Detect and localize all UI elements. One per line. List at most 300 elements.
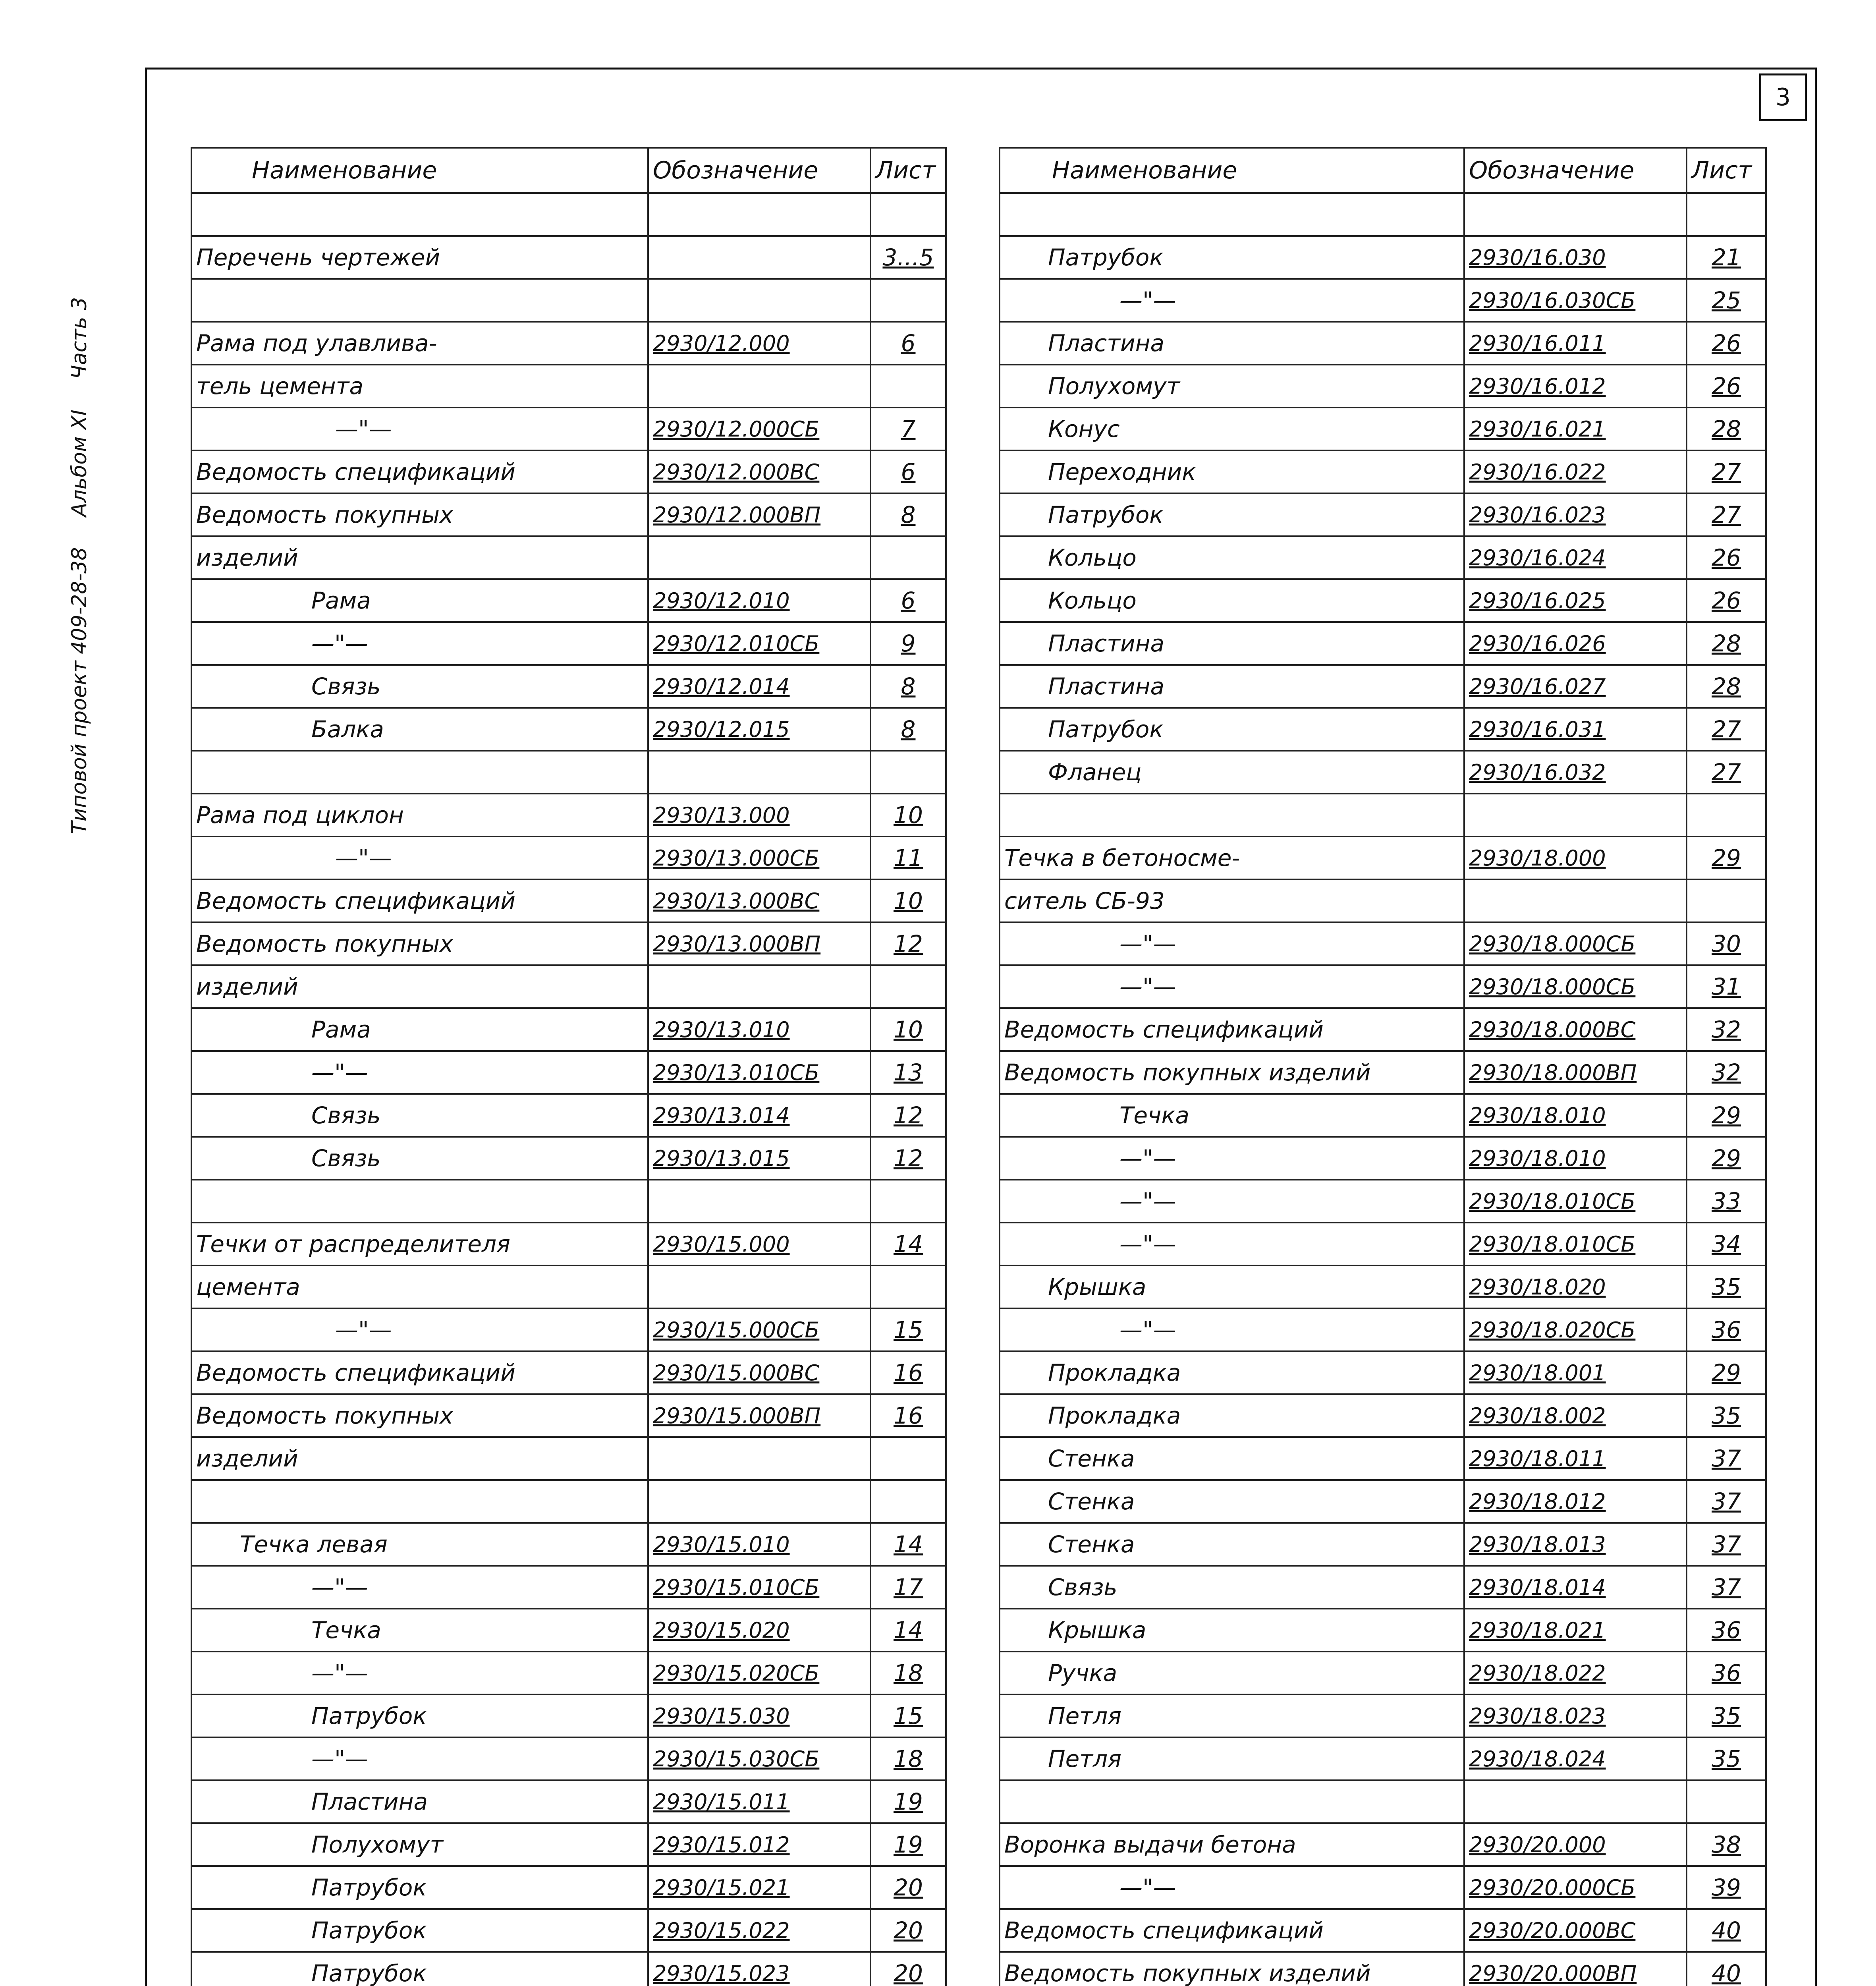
drawing-code: 2930/13.000ВС bbox=[648, 879, 870, 922]
drawing-code: 2930/18.010 bbox=[1464, 1137, 1687, 1180]
drawing-code bbox=[1464, 1780, 1687, 1823]
drawing-sheet: 12 bbox=[870, 1137, 946, 1180]
table-row bbox=[1000, 1480, 1766, 1523]
table-row bbox=[191, 1523, 946, 1566]
drawing-sheet: 37 bbox=[1687, 1523, 1766, 1566]
drawing-code bbox=[648, 1180, 870, 1223]
drawing-name: Связь bbox=[191, 665, 648, 708]
drawing-sheet bbox=[1687, 193, 1766, 236]
drawing-name: Ведомость покупных bbox=[191, 922, 648, 965]
drawing-code bbox=[648, 536, 870, 579]
part-label: Часть 3 bbox=[68, 297, 91, 379]
drawing-code: 2930/15.020 bbox=[648, 1609, 870, 1652]
drawing-sheet: 35 bbox=[1687, 1737, 1766, 1780]
drawing-code: 2930/16.021 bbox=[1464, 408, 1687, 450]
drawing-name: —"— bbox=[191, 1737, 648, 1780]
drawing-sheet: 10 bbox=[870, 879, 946, 922]
drawing-name: тель цемента bbox=[191, 365, 648, 408]
table-row bbox=[1000, 1823, 1766, 1866]
drawing-sheet: 8 bbox=[870, 708, 946, 751]
table-row bbox=[191, 622, 946, 665]
drawing-sheet: 3...5 bbox=[870, 236, 946, 279]
drawing-sheet: 30 bbox=[1687, 922, 1766, 965]
drawing-name bbox=[191, 751, 648, 794]
table-row bbox=[191, 1137, 946, 1180]
drawing-code: 2930/15.011 bbox=[648, 1780, 870, 1823]
drawing-sheet bbox=[870, 193, 946, 236]
drawing-code: 2930/15.023 bbox=[648, 1952, 870, 1986]
drawing-sheet: 20 bbox=[870, 1866, 946, 1909]
drawing-sheet: 15 bbox=[870, 1694, 946, 1737]
header-row bbox=[191, 148, 946, 193]
drawing-sheet: 37 bbox=[1687, 1480, 1766, 1523]
drawing-code: 2930/15.022 bbox=[648, 1909, 870, 1952]
drawing-name bbox=[1000, 193, 1464, 236]
drawing-name: Ведомость покупных изделий bbox=[1000, 1051, 1464, 1094]
drawing-sheet: 19 bbox=[870, 1823, 946, 1866]
drawing-code: 2930/18.011 bbox=[1464, 1437, 1687, 1480]
drawing-sheet: 20 bbox=[870, 1952, 946, 1986]
header-code: Обозначение bbox=[648, 148, 870, 193]
table-row bbox=[1000, 1180, 1766, 1223]
drawing-code: 2930/13.015 bbox=[648, 1137, 870, 1180]
drawing-name: Кольцо bbox=[1000, 579, 1464, 622]
drawing-code: 2930/18.010СБ bbox=[1464, 1180, 1687, 1223]
table-row bbox=[191, 450, 946, 493]
drawing-code: 2930/16.024 bbox=[1464, 536, 1687, 579]
drawing-name: —"— bbox=[1000, 1866, 1464, 1909]
table-row bbox=[1000, 450, 1766, 493]
table-row bbox=[191, 1952, 946, 1986]
drawing-name bbox=[1000, 1780, 1464, 1823]
drawing-name: изделий bbox=[191, 965, 648, 1008]
drawing-name: Связь bbox=[1000, 1566, 1464, 1609]
table-row bbox=[1000, 1694, 1766, 1737]
table-row bbox=[191, 922, 946, 965]
drawing-code: 2930/15.020СБ bbox=[648, 1652, 870, 1694]
drawing-name: Патрубок bbox=[191, 1909, 648, 1952]
header-row bbox=[1000, 148, 1766, 193]
drawing-name: Связь bbox=[191, 1094, 648, 1137]
table-row bbox=[1000, 1909, 1766, 1952]
table-row bbox=[191, 408, 946, 450]
drawing-sheet: 26 bbox=[1687, 322, 1766, 365]
drawing-code: 2930/13.000ВП bbox=[648, 922, 870, 965]
drawing-name bbox=[191, 1480, 648, 1523]
drawing-code: 2930/20.000 bbox=[1464, 1823, 1687, 1866]
drawing-code: 2930/12.000СБ bbox=[648, 408, 870, 450]
table-row bbox=[191, 1737, 946, 1780]
drawing-sheet: 6 bbox=[870, 322, 946, 365]
table-row bbox=[1000, 1952, 1766, 1986]
drawing-sheet: 20 bbox=[870, 1909, 946, 1952]
drawing-sheet: 37 bbox=[1687, 1437, 1766, 1480]
table-row bbox=[191, 493, 946, 536]
drawing-sheet: 21 bbox=[1687, 236, 1766, 279]
drawing-sheet: 26 bbox=[1687, 365, 1766, 408]
table-row bbox=[1000, 1223, 1766, 1265]
drawing-code bbox=[648, 751, 870, 794]
drawing-name: Полухомут bbox=[191, 1823, 648, 1866]
drawing-name: Патрубок bbox=[1000, 493, 1464, 536]
drawing-sheet: 27 bbox=[1687, 751, 1766, 794]
table-row bbox=[1000, 879, 1766, 922]
drawing-code: 2930/13.014 bbox=[648, 1094, 870, 1137]
drawing-sheet: 40 bbox=[1687, 1952, 1766, 1986]
drawing-sheet bbox=[1687, 1780, 1766, 1823]
drawing-sheet: 27 bbox=[1687, 450, 1766, 493]
table-row bbox=[1000, 1094, 1766, 1137]
drawing-code: 2930/18.001 bbox=[1464, 1351, 1687, 1394]
drawing-name: Патрубок bbox=[191, 1952, 648, 1986]
table-row bbox=[1000, 536, 1766, 579]
table-row bbox=[191, 193, 946, 236]
drawing-sheet bbox=[870, 365, 946, 408]
table-row bbox=[1000, 408, 1766, 450]
drawing-code: 2930/16.026 bbox=[1464, 622, 1687, 665]
table-row bbox=[191, 708, 946, 751]
drawing-sheet: 35 bbox=[1687, 1394, 1766, 1437]
table-row bbox=[1000, 493, 1766, 536]
table-row bbox=[191, 536, 946, 579]
drawing-sheet: 28 bbox=[1687, 622, 1766, 665]
drawing-sheet: 14 bbox=[870, 1609, 946, 1652]
drawing-name: —"— bbox=[191, 1051, 648, 1094]
drawing-name: Балка bbox=[191, 708, 648, 751]
drawing-name: Стенка bbox=[1000, 1437, 1464, 1480]
table-row bbox=[1000, 579, 1766, 622]
drawing-sheet: 29 bbox=[1687, 1351, 1766, 1394]
drawing-sheet bbox=[1687, 794, 1766, 837]
drawing-name: Петля bbox=[1000, 1694, 1464, 1737]
drawing-name: Течка левая bbox=[191, 1523, 648, 1566]
table-row bbox=[191, 1609, 946, 1652]
table-row bbox=[1000, 1437, 1766, 1480]
table-row bbox=[191, 1394, 946, 1437]
drawing-name: Связь bbox=[191, 1137, 648, 1180]
drawing-sheet: 35 bbox=[1687, 1265, 1766, 1308]
drawing-name: Прокладка bbox=[1000, 1351, 1464, 1394]
drawing-code: 2930/18.014 bbox=[1464, 1566, 1687, 1609]
drawing-code: 2930/18.020 bbox=[1464, 1265, 1687, 1308]
drawing-sheet: 8 bbox=[870, 665, 946, 708]
drawing-code: 2930/16.027 bbox=[1464, 665, 1687, 708]
drawing-name bbox=[1000, 794, 1464, 837]
drawing-sheet: 18 bbox=[870, 1652, 946, 1694]
drawing-name: Ведомость спецификаций bbox=[1000, 1008, 1464, 1051]
table-row bbox=[1000, 922, 1766, 965]
drawing-code bbox=[648, 279, 870, 322]
drawing-sheet: 14 bbox=[870, 1523, 946, 1566]
drawing-code: 2930/18.010 bbox=[1464, 1094, 1687, 1137]
drawing-code: 2930/18.024 bbox=[1464, 1737, 1687, 1780]
drawing-name bbox=[191, 279, 648, 322]
drawing-code: 2930/15.021 bbox=[648, 1866, 870, 1909]
drawing-sheet: 11 bbox=[870, 837, 946, 879]
table-row bbox=[1000, 1652, 1766, 1694]
drawing-name: —"— bbox=[1000, 1308, 1464, 1351]
drawing-sheet: 33 bbox=[1687, 1180, 1766, 1223]
drawing-name: Патрубок bbox=[191, 1694, 648, 1737]
drawing-sheet: 28 bbox=[1687, 665, 1766, 708]
drawing-code: 2930/18.002 bbox=[1464, 1394, 1687, 1437]
drawing-code: 2930/15.000ВП bbox=[648, 1394, 870, 1437]
drawing-code bbox=[648, 965, 870, 1008]
drawing-sheet: 29 bbox=[1687, 1094, 1766, 1137]
drawing-code: 2930/12.015 bbox=[648, 708, 870, 751]
drawing-name: ситель СБ-93 bbox=[1000, 879, 1464, 922]
drawing-name: Ведомость спецификаций bbox=[191, 1351, 648, 1394]
drawing-sheet: 12 bbox=[870, 1094, 946, 1137]
drawing-name: Пластина bbox=[1000, 665, 1464, 708]
table-row bbox=[191, 1866, 946, 1909]
drawing-code: 2930/12.010СБ bbox=[648, 622, 870, 665]
table-row bbox=[191, 1008, 946, 1051]
table-row bbox=[191, 1265, 946, 1308]
drawing-name: Ведомость покупных изделий bbox=[1000, 1952, 1464, 1986]
drawing-name: Крышка bbox=[1000, 1265, 1464, 1308]
drawing-sheet: 8 bbox=[870, 493, 946, 536]
table-row bbox=[1000, 322, 1766, 365]
drawing-sheet: 7 bbox=[870, 408, 946, 450]
drawing-name: Конус bbox=[1000, 408, 1464, 450]
drawing-sheet bbox=[1687, 879, 1766, 922]
drawing-code: 2930/13.010 bbox=[648, 1008, 870, 1051]
drawing-code: 2930/13.000СБ bbox=[648, 837, 870, 879]
drawing-name: Рама под циклон bbox=[191, 794, 648, 837]
drawing-name: —"— bbox=[1000, 1137, 1464, 1180]
drawing-sheet: 25 bbox=[1687, 279, 1766, 322]
drawing-name: —"— bbox=[191, 1308, 648, 1351]
drawing-code: 2930/16.032 bbox=[1464, 751, 1687, 794]
drawing-name: —"— bbox=[1000, 1223, 1464, 1265]
drawing-code: 2930/18.012 bbox=[1464, 1480, 1687, 1523]
drawing-name: Патрубок bbox=[1000, 708, 1464, 751]
drawing-code: 2930/20.000ВП bbox=[1464, 1952, 1687, 1986]
drawing-code: 2930/18.000ВС bbox=[1464, 1008, 1687, 1051]
table-row bbox=[1000, 1394, 1766, 1437]
drawing-code: 2930/16.025 bbox=[1464, 579, 1687, 622]
drawing-code: 2930/12.010 bbox=[648, 579, 870, 622]
table-row bbox=[191, 1351, 946, 1394]
drawing-sheet: 19 bbox=[870, 1780, 946, 1823]
drawing-sheet: 10 bbox=[870, 1008, 946, 1051]
drawing-name: Рама bbox=[191, 1008, 648, 1051]
table-row bbox=[191, 1694, 946, 1737]
drawing-sheet: 6 bbox=[870, 450, 946, 493]
drawing-sheet: 29 bbox=[1687, 1137, 1766, 1180]
drawing-name: Крышка bbox=[1000, 1609, 1464, 1652]
drawing-name: —"— bbox=[191, 408, 648, 450]
drawing-name: Рама под улавлива- bbox=[191, 322, 648, 365]
drawing-name: изделий bbox=[191, 1437, 648, 1480]
table-row bbox=[191, 365, 946, 408]
drawing-code: 2930/18.021 bbox=[1464, 1609, 1687, 1652]
drawing-sheet: 15 bbox=[870, 1308, 946, 1351]
table-row bbox=[191, 1480, 946, 1523]
drawing-name: Ручка bbox=[1000, 1652, 1464, 1694]
drawing-sheet: 28 bbox=[1687, 408, 1766, 450]
drawing-sheet bbox=[870, 1265, 946, 1308]
table-row bbox=[1000, 1351, 1766, 1394]
drawing-sheet bbox=[870, 1180, 946, 1223]
page-number: 3 bbox=[1759, 73, 1807, 121]
drawing-name: Течки от распределителя bbox=[191, 1223, 648, 1265]
table-row bbox=[191, 665, 946, 708]
drawing-sheet: 37 bbox=[1687, 1566, 1766, 1609]
table-row bbox=[1000, 665, 1766, 708]
drawing-sheet: 31 bbox=[1687, 965, 1766, 1008]
drawing-code: 2930/12.000ВП bbox=[648, 493, 870, 536]
drawing-code: 2930/13.000 bbox=[648, 794, 870, 837]
drawing-name: Течка bbox=[191, 1609, 648, 1652]
drawing-code: 2930/18.000 bbox=[1464, 837, 1687, 879]
header-sheet: Лист bbox=[870, 148, 946, 193]
drawing-name: Ведомость покупных bbox=[191, 493, 648, 536]
drawing-code: 2930/20.000СБ bbox=[1464, 1866, 1687, 1909]
drawing-name: Фланец bbox=[1000, 751, 1464, 794]
table-row bbox=[191, 837, 946, 879]
table-row bbox=[1000, 1866, 1766, 1909]
table-row bbox=[1000, 1137, 1766, 1180]
drawing-code bbox=[648, 365, 870, 408]
table-row bbox=[1000, 1523, 1766, 1566]
drawing-sheet bbox=[870, 1437, 946, 1480]
drawing-name: —"— bbox=[1000, 965, 1464, 1008]
drawing-sheet: 36 bbox=[1687, 1609, 1766, 1652]
drawing-sheet: 36 bbox=[1687, 1308, 1766, 1351]
drawing-sheet: 16 bbox=[870, 1394, 946, 1437]
drawing-name: —"— bbox=[191, 1566, 648, 1609]
drawing-name: Пластина bbox=[1000, 622, 1464, 665]
drawing-sheet: 40 bbox=[1687, 1909, 1766, 1952]
table-row bbox=[191, 1094, 946, 1137]
drawing-sheet: 34 bbox=[1687, 1223, 1766, 1265]
drawing-sheet bbox=[870, 965, 946, 1008]
table-row bbox=[191, 322, 946, 365]
drawing-sheet: 16 bbox=[870, 1351, 946, 1394]
drawing-name: Воронка выдачи бетона bbox=[1000, 1823, 1464, 1866]
drawing-name: Прокладка bbox=[1000, 1394, 1464, 1437]
table-row bbox=[1000, 1609, 1766, 1652]
drawing-code bbox=[648, 236, 870, 279]
drawings-table-right bbox=[999, 147, 1767, 1986]
drawing-code bbox=[1464, 193, 1687, 236]
drawing-code: 2930/18.000ВП bbox=[1464, 1051, 1687, 1094]
drawing-code: 2930/15.000СБ bbox=[648, 1308, 870, 1351]
drawing-name: Ведомость спецификаций bbox=[191, 450, 648, 493]
drawing-name: Течка bbox=[1000, 1094, 1464, 1137]
drawing-name: Переходник bbox=[1000, 450, 1464, 493]
table-row bbox=[191, 579, 946, 622]
drawing-code: 2930/18.000СБ bbox=[1464, 965, 1687, 1008]
drawing-sheet: 29 bbox=[1687, 837, 1766, 879]
drawing-sheet bbox=[870, 1480, 946, 1523]
drawing-code: 2930/18.023 bbox=[1464, 1694, 1687, 1737]
drawing-code: 2930/18.000СБ bbox=[1464, 922, 1687, 965]
drawing-name: —"— bbox=[1000, 922, 1464, 965]
drawing-code: 2930/16.030СБ bbox=[1464, 279, 1687, 322]
table-row bbox=[191, 965, 946, 1008]
drawing-sheet: 9 bbox=[870, 622, 946, 665]
table-row bbox=[191, 236, 946, 279]
table-row bbox=[1000, 1008, 1766, 1051]
drawing-code: 2930/15.000 bbox=[648, 1223, 870, 1265]
table-row bbox=[1000, 1566, 1766, 1609]
drawing-code bbox=[1464, 794, 1687, 837]
table-row bbox=[191, 1180, 946, 1223]
table-row bbox=[191, 1223, 946, 1265]
drawing-name: Петля bbox=[1000, 1737, 1464, 1780]
drawing-sheet: 27 bbox=[1687, 493, 1766, 536]
header-name: Наименование bbox=[191, 148, 648, 193]
table-row bbox=[1000, 1265, 1766, 1308]
table-row bbox=[1000, 1780, 1766, 1823]
drawing-code: 2930/12.000ВС bbox=[648, 450, 870, 493]
drawing-sheet: 6 bbox=[870, 579, 946, 622]
table-row bbox=[191, 1652, 946, 1694]
table-row bbox=[191, 279, 946, 322]
drawing-name: Течка в бетоносме- bbox=[1000, 837, 1464, 879]
drawing-code: 2930/15.010 bbox=[648, 1523, 870, 1566]
table-row bbox=[1000, 236, 1766, 279]
drawing-sheet: 26 bbox=[1687, 579, 1766, 622]
table-row bbox=[191, 1909, 946, 1952]
drawing-code: 2930/15.000ВС bbox=[648, 1351, 870, 1394]
table-row bbox=[1000, 1051, 1766, 1094]
drawing-code: 2930/18.020СБ bbox=[1464, 1308, 1687, 1351]
drawing-code: 2930/15.010СБ bbox=[648, 1566, 870, 1609]
drawing-name: —"— bbox=[191, 837, 648, 879]
drawing-code: 2930/12.014 bbox=[648, 665, 870, 708]
drawing-code bbox=[1464, 879, 1687, 922]
drawing-sheet: 32 bbox=[1687, 1008, 1766, 1051]
drawing-name: Кольцо bbox=[1000, 536, 1464, 579]
drawing-name bbox=[191, 1180, 648, 1223]
drawing-name: Патрубок bbox=[1000, 236, 1464, 279]
drawing-name: —"— bbox=[191, 1652, 648, 1694]
table-row bbox=[1000, 965, 1766, 1008]
drawing-code: 2930/16.011 bbox=[1464, 322, 1687, 365]
album-label: Альбом XI bbox=[68, 410, 91, 517]
drawing-name: Стенка bbox=[1000, 1523, 1464, 1566]
table-row bbox=[1000, 837, 1766, 879]
table-row bbox=[1000, 1737, 1766, 1780]
header-name: Наименование bbox=[1000, 148, 1464, 193]
drawing-code: 2930/18.022 bbox=[1464, 1652, 1687, 1694]
drawing-sheet: 38 bbox=[1687, 1823, 1766, 1866]
drawing-sheet: 36 bbox=[1687, 1652, 1766, 1694]
drawing-code bbox=[648, 1265, 870, 1308]
drawing-sheet: 17 bbox=[870, 1566, 946, 1609]
drawing-sheet: 32 bbox=[1687, 1051, 1766, 1094]
drawing-code: 2930/18.013 bbox=[1464, 1523, 1687, 1566]
drawing-name: изделий bbox=[191, 536, 648, 579]
drawing-code: 2930/12.000 bbox=[648, 322, 870, 365]
table-row bbox=[191, 1051, 946, 1094]
drawing-name: Патрубок bbox=[191, 1866, 648, 1909]
drawing-code: 2930/13.010СБ bbox=[648, 1051, 870, 1094]
drawing-name bbox=[191, 193, 648, 236]
table-row bbox=[1000, 751, 1766, 794]
drawing-code bbox=[648, 1480, 870, 1523]
drawing-name: Перечень чертежей bbox=[191, 236, 648, 279]
table-row bbox=[1000, 708, 1766, 751]
drawing-sheet bbox=[870, 536, 946, 579]
drawing-sheet: 35 bbox=[1687, 1694, 1766, 1737]
drawing-sheet: 10 bbox=[870, 794, 946, 837]
drawing-code: 2930/16.012 bbox=[1464, 365, 1687, 408]
